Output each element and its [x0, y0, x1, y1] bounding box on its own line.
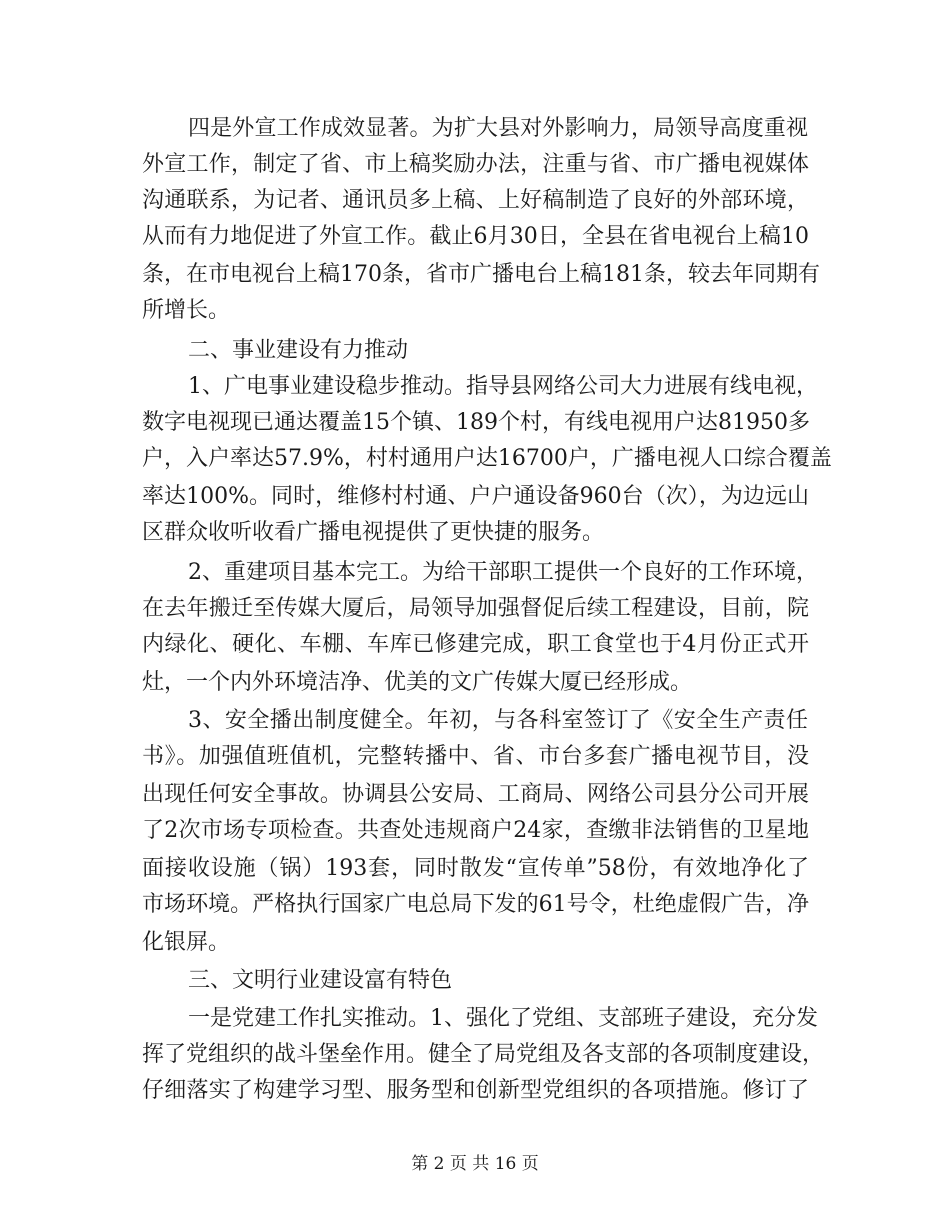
- text-line: 3、安全播出制度健全。年初，与各科室签订了《安全生产责任: [188, 708, 808, 733]
- text-line: 在去年搬迁至传媒大厦后，局领导加强督促后续工程建设，目前，院: [142, 596, 809, 621]
- section-heading: 三、文明行业建设富有特色: [188, 968, 453, 993]
- text-line: 了2次市场专项检查。共查处违规商户24家，查缴非法销售的卫星地: [142, 818, 809, 843]
- text-line: 书》。加强值班值机，完整转播中、省、市台多套广播电视节目，没: [142, 744, 809, 769]
- text-line: 化银屏。: [142, 930, 231, 955]
- text-line: 从而有力地促进了外宣工作。截止6月30日，全县在省电视台上稿10: [142, 224, 809, 249]
- text-line: 挥了党组织的战斗堡垒作用。健全了局党组及各支部的各项制度建设，: [142, 1042, 825, 1067]
- text-line: 1、广电事业建设稳步推动。指导县网络公司大力进展有线电视，: [188, 374, 818, 399]
- text-line: 市场环境。严格执行国家广电总局下发的61号令，杜绝虚假广告，净: [142, 892, 809, 917]
- text-line: 户，入户率达57.9%，村村通用户达16700户，广播电视人口综合覆盖: [142, 446, 832, 471]
- text-line: 一是党建工作扎实推动。1、强化了党组、支部班子建设，充分发: [188, 1006, 818, 1031]
- text-line: 仔细落实了构建学习型、服务型和创新型党组织的各项措施。修订了: [142, 1078, 809, 1103]
- page-number-footer: 第 2 页 共 16 页: [411, 1154, 539, 1174]
- text-line: 沟通联系，为记者、通讯员多上稿、上好稿制造了良好的外部环境，: [142, 188, 809, 213]
- text-line: 面接收设施（锅）193套，同时散发“宣传单”58份，有效地净化了: [142, 856, 809, 881]
- text-line: 率达100%。同时，维修村村通、户户通设备960台（次），为边远山: [142, 484, 809, 509]
- text-line: 2、重建项目基本完工。为给干部职工提供一个良好的工作环境，: [188, 560, 818, 585]
- text-line: 条，在市电视台上稿170条，省市广播电台上稿181条，较去年同期有: [142, 262, 820, 287]
- text-line: 内绿化、硬化、车棚、车库已修建完成，职工食堂也于4月份正式开: [142, 632, 809, 657]
- text-line: 灶，一个内外环境洁净、优美的文广传媒大厦已经形成。: [142, 670, 693, 695]
- text-line: 出现任何安全事故。协调县公安局、工商局、网络公司县分公司开展: [142, 782, 809, 807]
- text-line: 数字电视现已通达覆盖15个镇、189个村，有线电视用户达81950多: [142, 410, 810, 435]
- text-line: 外宣工作，制定了省、市上稿奖励办法，注重与省、市广播电视媒体: [142, 152, 809, 177]
- section-heading: 二、事业建设有力推动: [188, 338, 409, 363]
- text-line: 所增长。: [142, 298, 231, 323]
- text-line: 区群众收听收看广播电视提供了更快捷的服务。: [142, 520, 605, 545]
- text-line: 四是外宣工作成效显著。为扩大县对外影响力，局领导高度重视: [188, 116, 808, 141]
